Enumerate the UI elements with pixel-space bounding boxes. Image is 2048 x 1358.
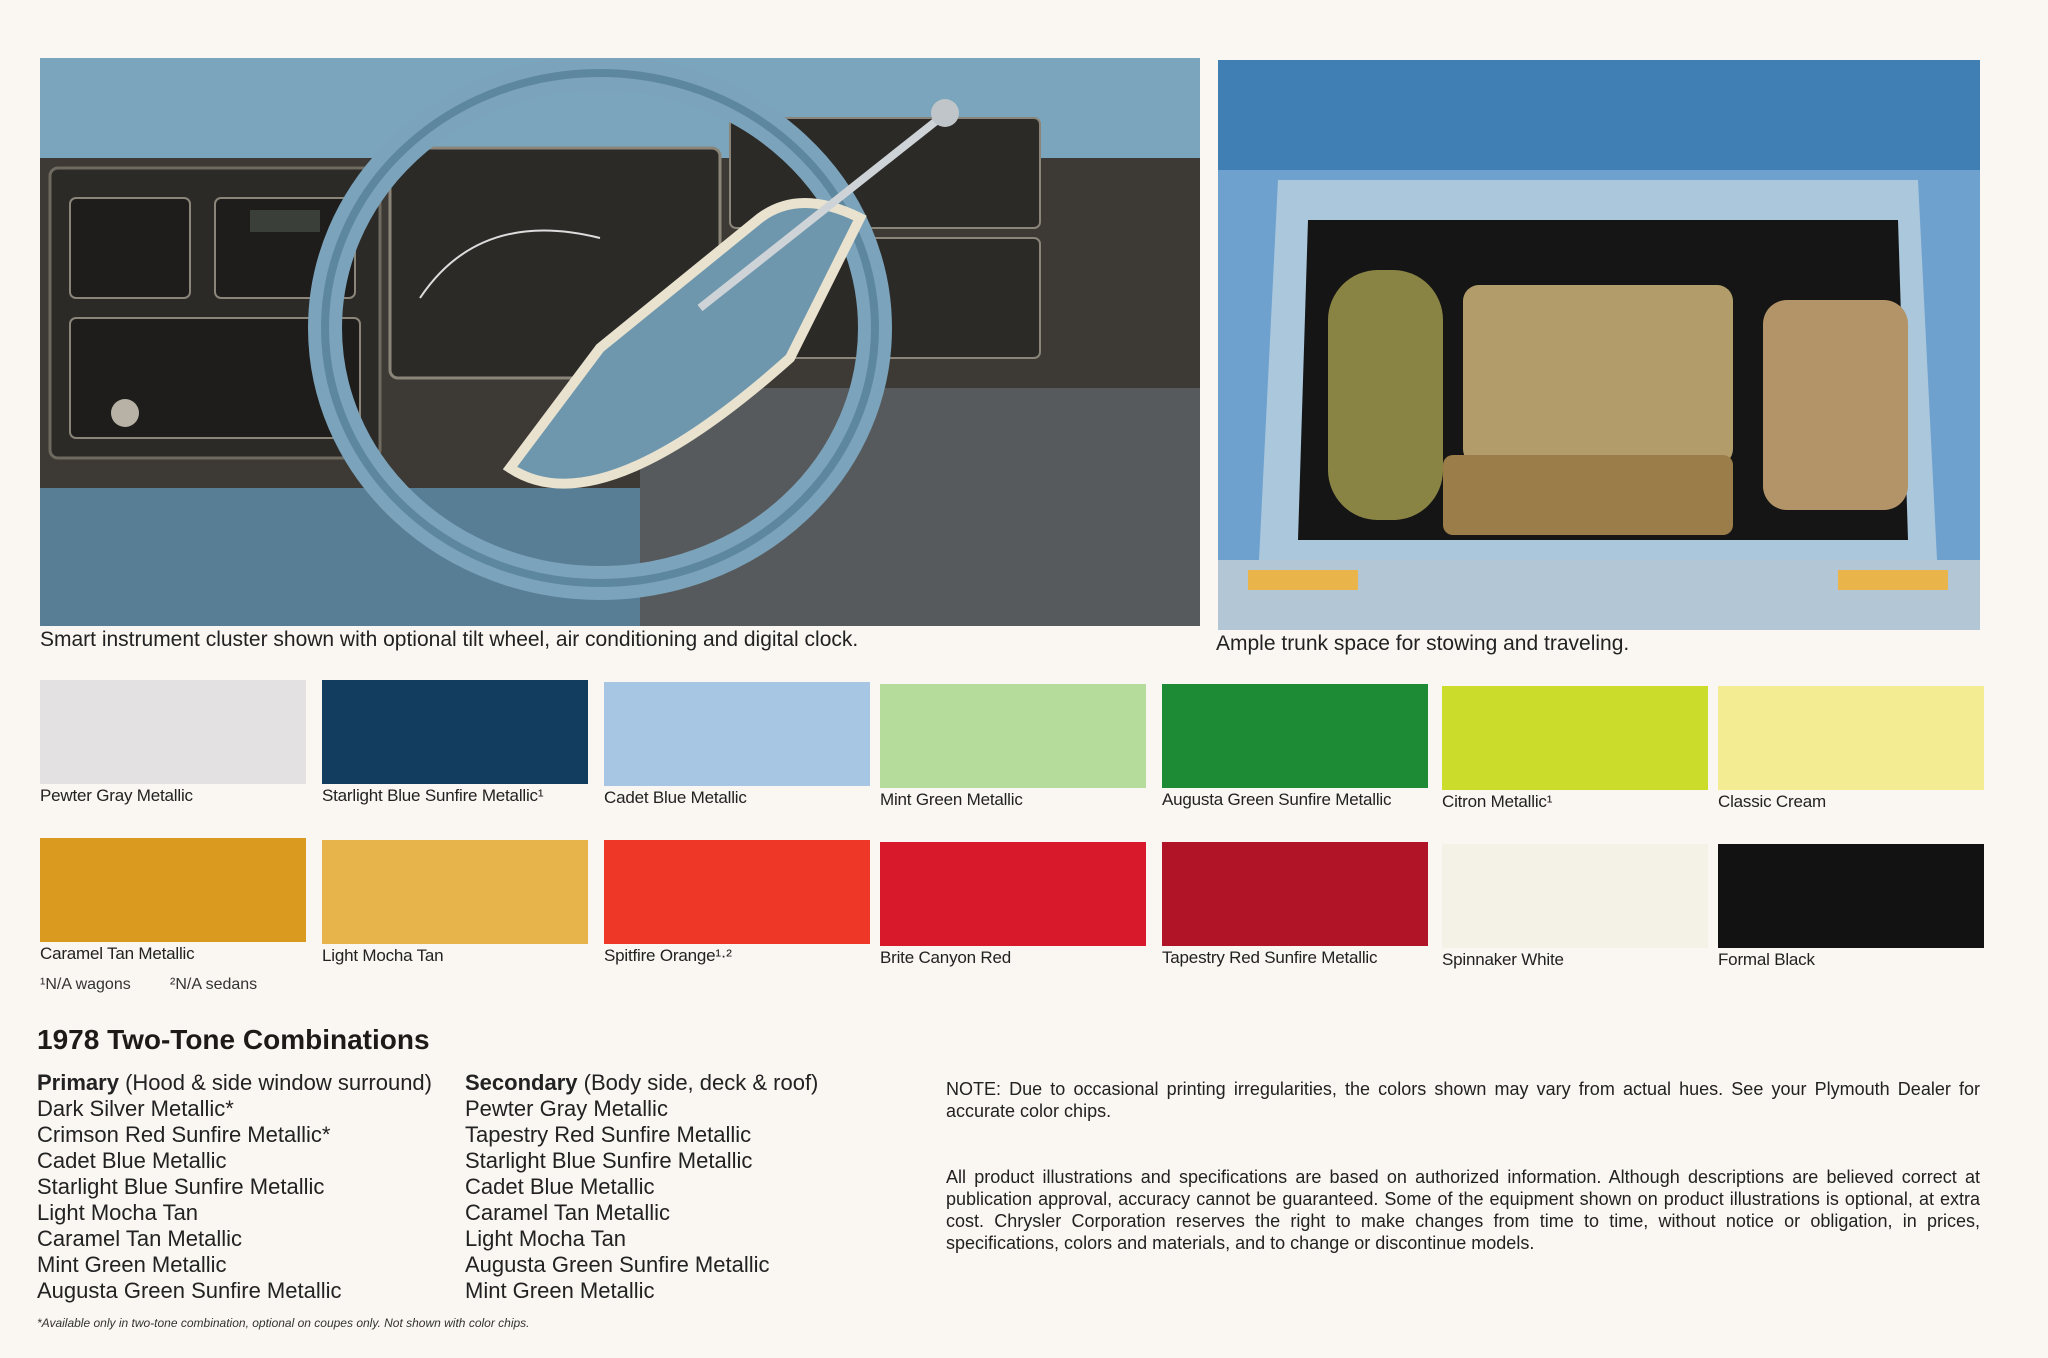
color-chip [880,842,1146,946]
trunk-photo [1218,60,1980,630]
asterisk-note: *Available only in two-tone combination, optional on coupes only. Not shown with color chips. [37,1316,530,1330]
color-swatch [1162,842,1428,968]
color-swatch [880,684,1146,810]
primary-item: Dark Silver Metallic* [37,1096,234,1121]
color-chip [40,680,306,784]
footnote-sedans: ²N/A sedans [170,976,258,993]
color-name: Starlight Blue Sunfire Metallic¹ [322,786,544,805]
color-chip [604,682,870,786]
dashboard-caption: Smart instrument cluster shown with optional tilt wheel, air conditioning and digital clock. [40,628,859,651]
color-swatch [604,840,870,966]
color-name: Citron Metallic¹ [1442,792,1553,811]
color-name: Caramel Tan Metallic [40,944,195,963]
color-chip [604,840,870,944]
color-name: Pewter Gray Metallic [40,786,193,805]
primary-item: Starlight Blue Sunfire Metallic [37,1174,325,1199]
color-swatch [1718,686,1984,812]
color-swatch [322,840,588,966]
trunk-illustration [1218,60,1980,630]
primary-item: Light Mocha Tan [37,1200,199,1225]
two-tone-heading: 1978 Two-Tone Combinations [37,1024,430,1055]
secondary-item: Pewter Gray Metallic [465,1096,668,1121]
primary-item: Crimson Red Sunfire Metallic* [37,1122,331,1147]
primary-item: Augusta Green Sunfire Metallic [37,1278,342,1303]
secondary-item: Tapestry Red Sunfire Metallic [465,1122,752,1147]
color-swatch [40,680,306,806]
secondary-item: Starlight Blue Sunfire Metallic [465,1148,753,1173]
primary-item: Cadet Blue Metallic [37,1148,227,1173]
color-name: Augusta Green Sunfire Metallic [1162,790,1392,809]
color-chip [1442,686,1708,790]
color-swatch [1442,844,1708,970]
primary-header [37,1070,432,1096]
color-name: Light Mocha Tan [322,946,444,965]
color-swatch [1442,686,1708,812]
color-swatch [1162,684,1428,810]
color-name: Tapestry Red Sunfire Metallic [1162,948,1378,967]
color-chip [322,680,588,784]
disclaimer-note: All product illustrations and specifications are based on authorized information. Although descriptions are believed correct at publication approval, accuracy cannot be guaranteed. Some of the equipment shown on product illustrations is optional, at extra cost. Chrysler Corporation reserves the right to make changes from time to time, without notice or obligation, in prices, specifications, colors and materials, and to change or discontinue models. [946,1167,1980,1253]
color-name: Brite Canyon Red [880,948,1011,967]
dashboard-photo [40,58,1200,626]
color-swatch [40,838,306,964]
primary-description: (Hood & side window surround) [118,1070,432,1095]
secondary-item: Light Mocha Tan [465,1226,627,1251]
color-chip [40,838,306,942]
secondary-column [465,1070,818,1304]
color-chip [1442,844,1708,948]
printing-note: NOTE: Due to occasional printing irregularities, the colors shown may vary from actual hues. See your Plymouth Dealer for accurate color chips. [946,1079,1980,1121]
color-name: Classic Cream [1718,792,1826,811]
color-name: Spinnaker White [1442,950,1564,969]
footnote-wagons: ¹N/A wagons [40,976,131,993]
secondary-item: Mint Green Metallic [465,1278,655,1303]
color-name: Cadet Blue Metallic [604,788,747,807]
color-name: Spitfire Orange¹·² [604,946,732,965]
primary-item: Mint Green Metallic [37,1252,227,1277]
color-swatch [1718,844,1984,970]
color-chip [1718,686,1984,790]
secondary-item: Cadet Blue Metallic [465,1174,655,1199]
color-swatch [322,680,588,806]
color-chip [880,684,1146,788]
secondary-description: (Body side, deck & roof) [577,1070,819,1095]
color-chip [1162,684,1428,788]
color-name: Mint Green Metallic [880,790,1023,809]
color-chip [322,840,588,944]
color-swatch [880,842,1146,968]
dashboard-illustration [40,58,1200,626]
color-chip [1162,842,1428,946]
primary-label: Primary [37,1070,119,1095]
secondary-header [465,1070,818,1096]
secondary-item: Augusta Green Sunfire Metallic [465,1252,770,1277]
color-chip [1718,844,1984,948]
primary-column [37,1070,432,1304]
trunk-caption: Ample trunk space for stowing and traveling. [1216,632,1630,655]
secondary-item: Caramel Tan Metallic [465,1200,671,1225]
color-swatch [604,682,870,808]
secondary-label: Secondary [465,1070,578,1095]
color-name: Formal Black [1718,950,1815,969]
primary-item: Caramel Tan Metallic [37,1226,243,1251]
